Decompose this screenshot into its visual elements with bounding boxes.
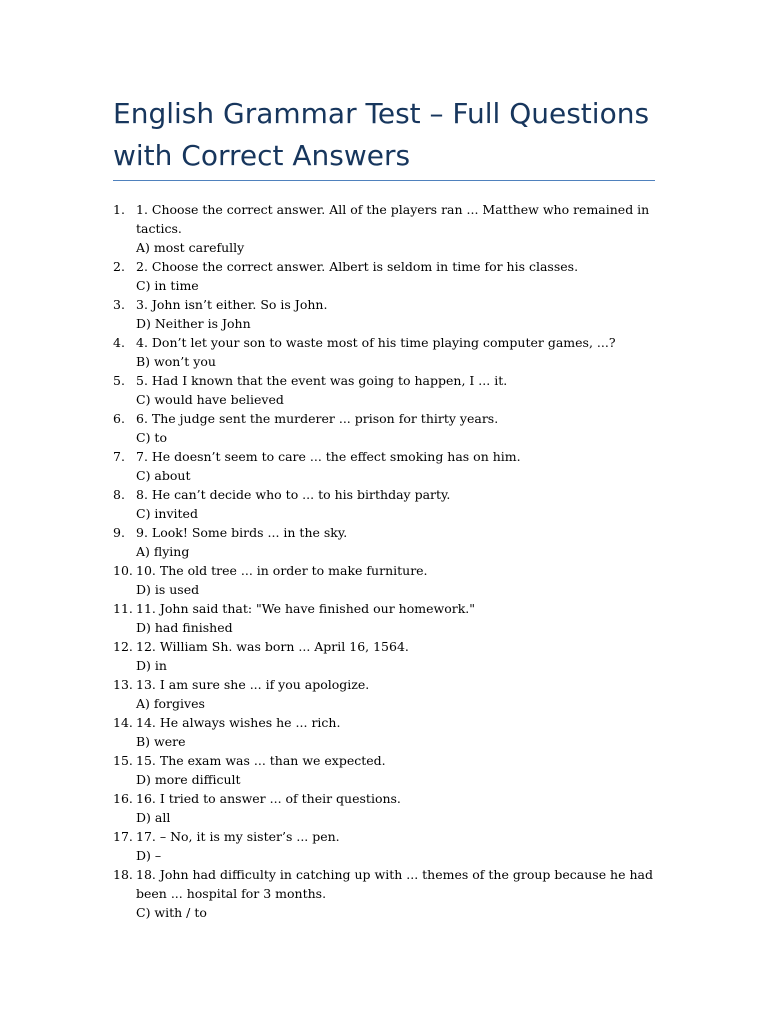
question-body [136,751,673,789]
list-item [113,675,673,713]
question-body [136,789,673,827]
question-text: 17. – No, it is my sister’s ... pen. [136,829,340,844]
question-body [136,371,673,409]
question-body [136,200,673,257]
answer-text: C) with / to [136,905,207,920]
question-text: 1. Choose the correct answer. All of the players ran ... Matthew who remained in tactics. [136,202,650,236]
question-number: 18. [113,867,133,882]
answer-text: D) more difficult [136,772,241,787]
answer-text: C) would have believed [136,392,284,407]
answer-text: D) had finished [136,620,233,635]
question-number: 8. [113,487,125,502]
question-text: 11. John said that: "We have finished our homework." [136,601,475,616]
list-item [113,485,673,523]
list-item [113,637,673,675]
question-body [136,257,673,295]
answer-text: D) Neither is John [136,316,251,331]
question-body [136,295,673,333]
question-text: 9. Look! Some birds ... in the sky. [136,525,348,540]
question-text: 18. John had difficulty in catching up with ... themes of the group because he had been ... hospital for 3 months. [136,867,653,901]
answer-text: C) about [136,468,191,483]
title-underline [113,180,655,181]
list-item [113,200,673,257]
question-body [136,447,673,485]
answer-text: D) in [136,658,167,673]
question-number: 15. [113,753,133,768]
question-text: 14. He always wishes he ... rich. [136,715,341,730]
question-text: 16. I tried to answer ... of their questions. [136,791,401,806]
answer-text: B) were [136,734,186,749]
answer-text: C) to [136,430,167,445]
question-number: 10. [113,563,133,578]
question-number: 9. [113,525,125,540]
question-text: 15. The exam was ... than we expected. [136,753,386,768]
answer-text: A) most carefully [136,240,245,255]
question-text: 12. William Sh. was born ... April 16, 1564. [136,639,409,654]
question-number: 13. [113,677,133,692]
question-body [136,599,673,637]
list-item [113,599,673,637]
list-item [113,561,673,599]
list-item [113,371,673,409]
question-number: 2. [113,259,125,274]
question-number: 12. [113,639,133,654]
answer-text: D) all [136,810,171,825]
question-text: 13. I am sure she ... if you apologize. [136,677,370,692]
question-number: 14. [113,715,133,730]
question-body [136,485,673,523]
question-body [136,675,673,713]
question-body [136,409,673,447]
list-item [113,789,673,827]
question-number: 1. [113,202,125,217]
answer-text: B) won’t you [136,354,216,369]
question-text: 7. He doesn’t seem to care ... the effect smoking has on him. [136,449,521,464]
question-text: 4. Don’t let your son to waste most of his time playing computer games, ...? [136,335,616,350]
question-body [136,637,673,675]
list-item [113,447,673,485]
question-number: 4. [113,335,125,350]
answer-text: A) flying [136,544,190,559]
list-item [113,333,673,371]
list-item [113,409,673,447]
list-item [113,751,673,789]
question-body [136,561,673,599]
list-item [113,865,673,922]
question-text: 3. John isn’t either. So is John. [136,297,328,312]
question-number: 7. [113,449,125,464]
answer-text: C) invited [136,506,198,521]
list-item [113,713,673,751]
question-text: 2. Choose the correct answer. Albert is seldom in time for his classes. [136,259,579,274]
question-body [136,827,673,865]
question-text: 6. The judge sent the murderer ... prison for thirty years. [136,411,499,426]
question-number: 3. [113,297,125,312]
list-item [113,523,673,561]
list-item [113,257,673,295]
question-body [136,333,673,371]
question-number: 16. [113,791,133,806]
answer-text: D) is used [136,582,200,597]
answer-text: C) in time [136,278,199,293]
page-title: English Grammar Test – Full Questions with Correct Answers [113,97,650,172]
question-list [113,200,673,922]
question-text: 10. The old tree ... in order to make furniture. [136,563,428,578]
question-body [136,523,673,561]
list-item [113,827,673,865]
question-text: 8. He can’t decide who to ... to his birthday party. [136,487,451,502]
question-number: 17. [113,829,133,844]
question-text: 5. Had I known that the event was going to happen, I ... it. [136,373,508,388]
question-number: 5. [113,373,125,388]
answer-text: D) – [136,848,162,863]
question-number: 11. [113,601,133,616]
list-item [113,295,673,333]
answer-text: A) forgives [136,696,205,711]
question-body [136,713,673,751]
question-body [136,865,673,922]
question-number: 6. [113,411,125,426]
